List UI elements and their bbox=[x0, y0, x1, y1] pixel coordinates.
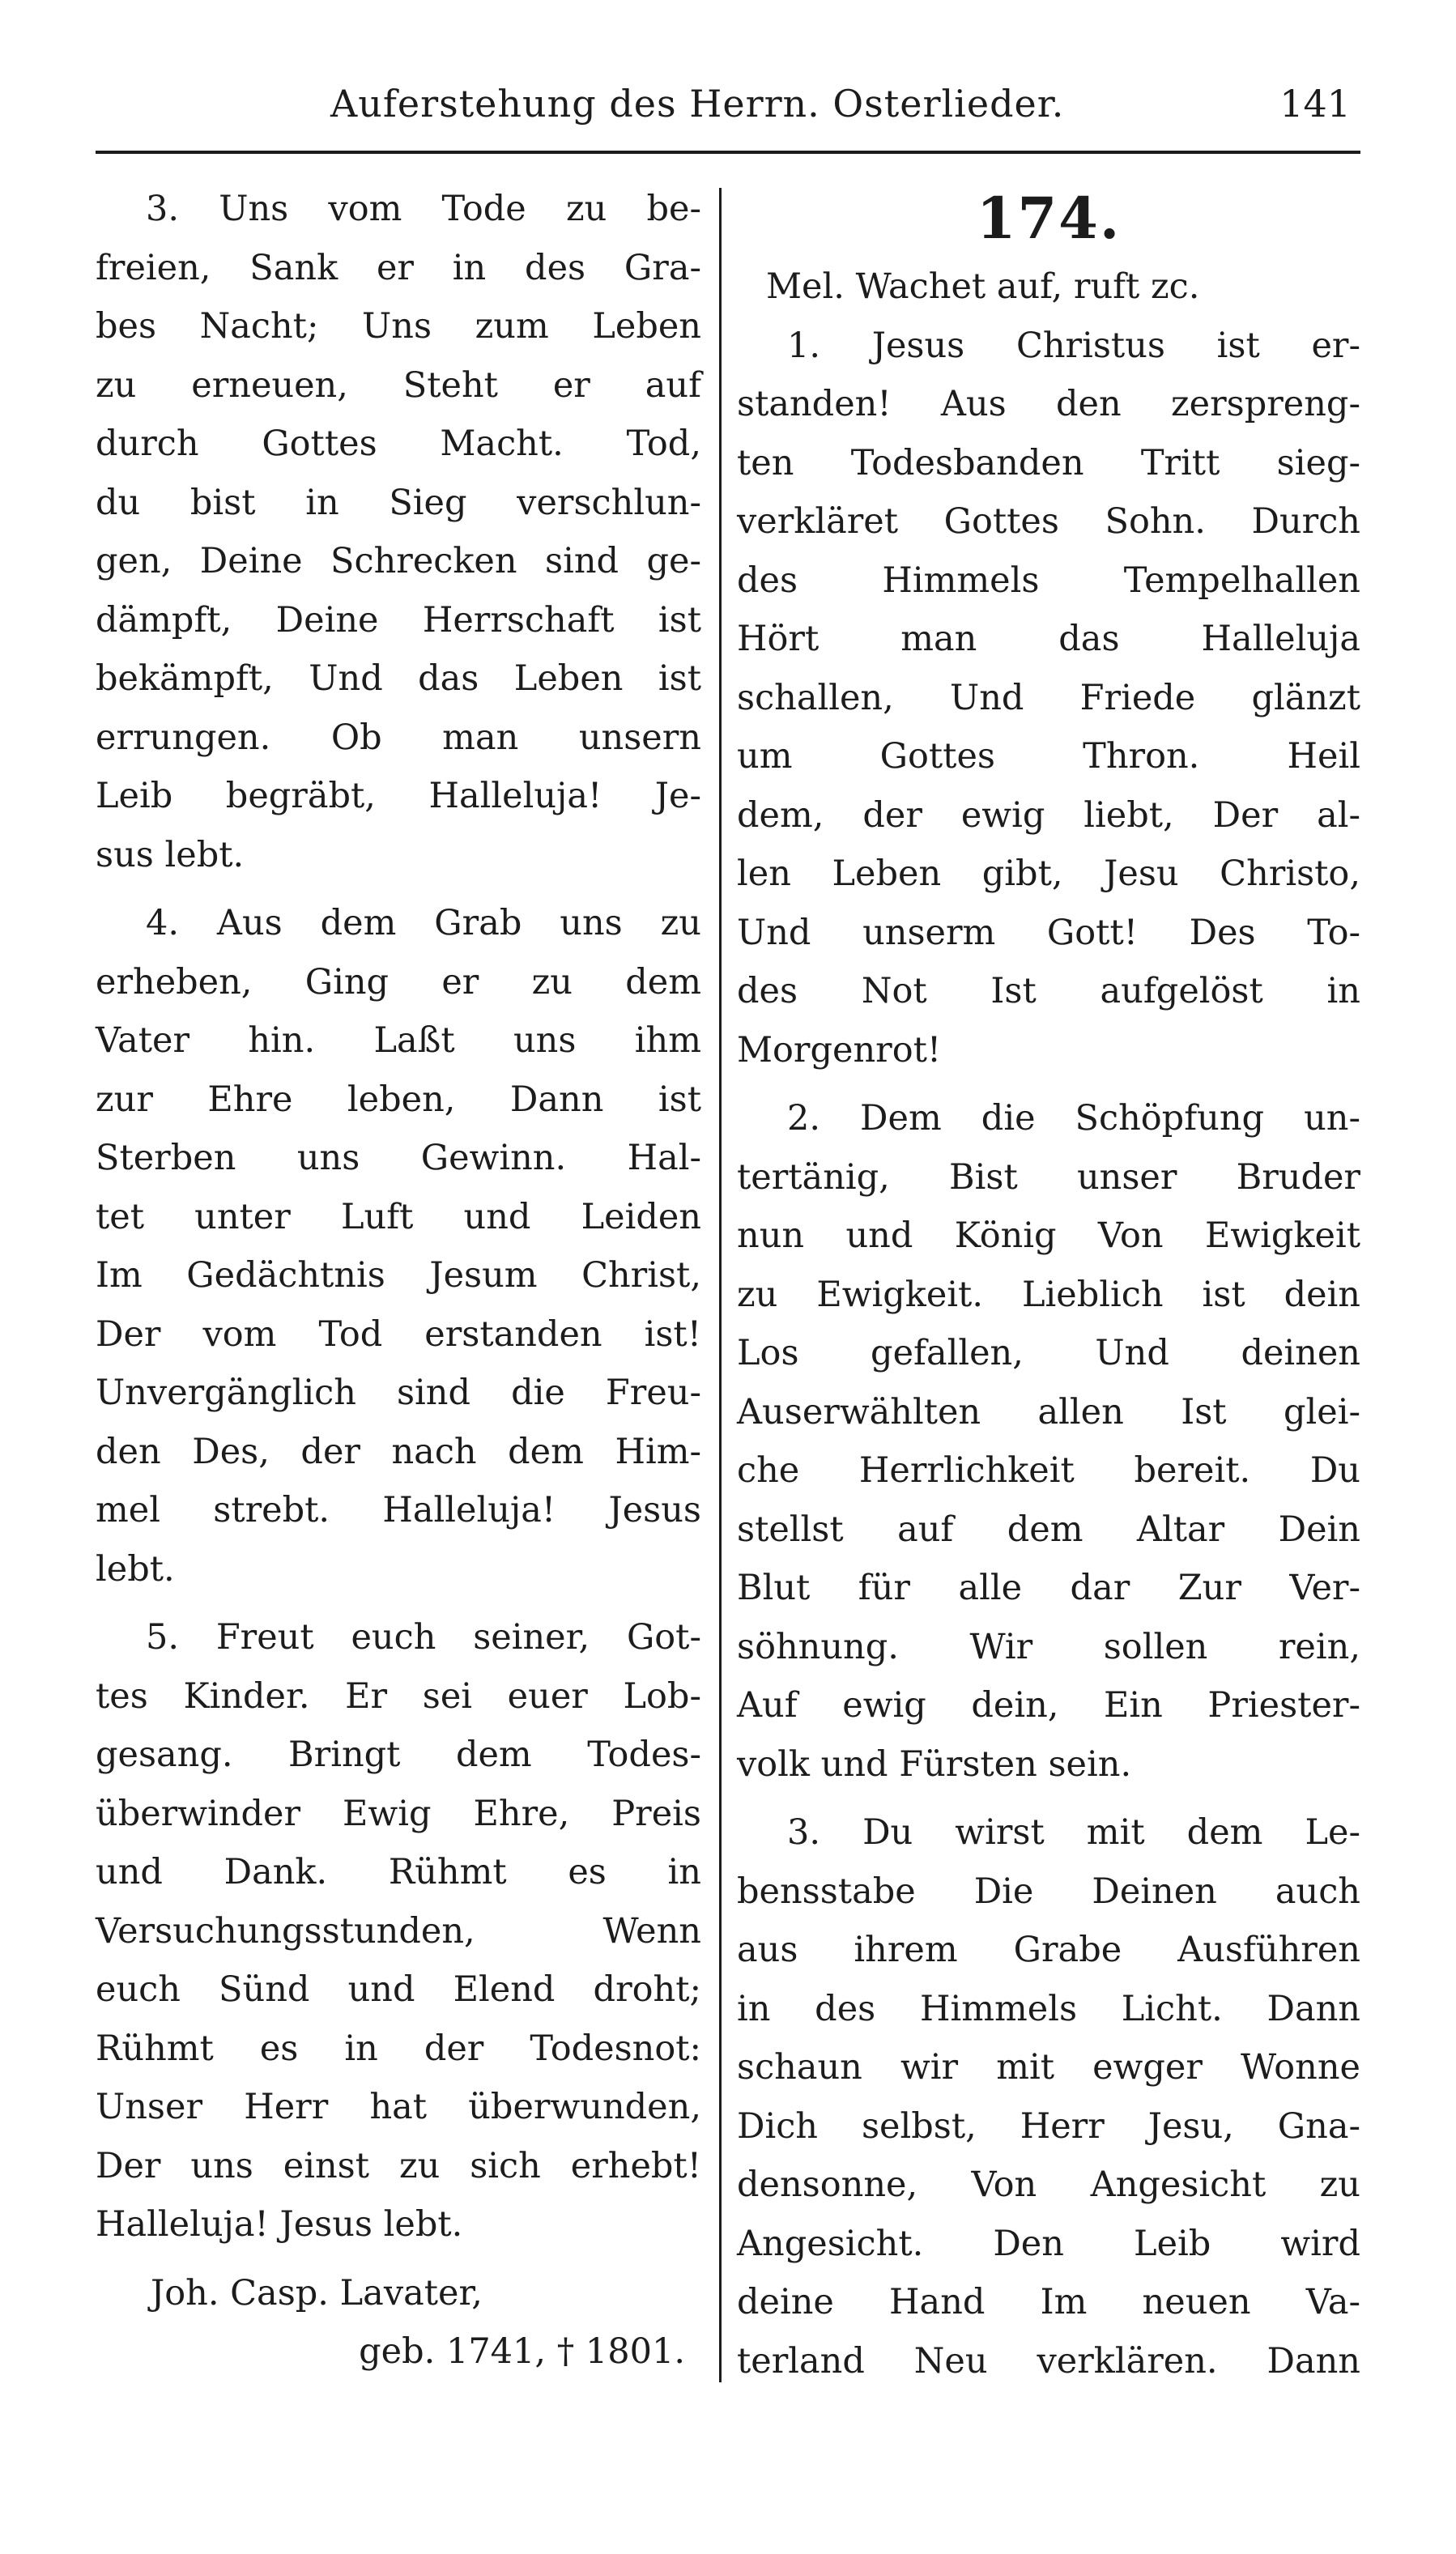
line: ten Todesbanden Tritt sieg- bbox=[737, 442, 1360, 483]
left-column bbox=[96, 180, 701, 2382]
line: erheben, Ging er zu dem bbox=[96, 961, 701, 1002]
line: in des Himmels Licht. Dann bbox=[737, 1988, 1360, 2029]
line: gesang. Bringt dem Todes- bbox=[96, 1735, 701, 1775]
line: Auf ewig dein, Ein Priester- bbox=[737, 1685, 1360, 1726]
line: um Gottes Thron. Heil bbox=[737, 736, 1360, 777]
line: lebt. bbox=[96, 1548, 175, 1590]
line: bes Nacht; Uns zum Leben bbox=[96, 306, 701, 347]
line: söhnung. Wir sollen rein, bbox=[737, 1626, 1360, 1667]
line: tes Kinder. Er sei euer Lob- bbox=[96, 1675, 701, 1717]
line: standen! Aus den zerspreng- bbox=[737, 384, 1360, 424]
line: stellst auf dem Altar Dein bbox=[737, 1509, 1360, 1550]
line: tet unter Luft und Leiden bbox=[96, 1196, 701, 1237]
stanza-gap bbox=[96, 1598, 701, 1608]
header-title: Auferstehung des Herrn. Osterlieder. bbox=[330, 82, 1065, 126]
line: dem, der ewig liebt, Der al- bbox=[737, 794, 1360, 836]
line: überwinder Ewig Ehre, Preis bbox=[96, 1793, 701, 1834]
line: volk und Fürsten sein. bbox=[737, 1743, 1132, 1785]
line: errungen. Ob man unsern bbox=[96, 717, 701, 758]
line: zu Ewigkeit. Lieblich ist dein bbox=[737, 1274, 1360, 1315]
right-column bbox=[737, 180, 1360, 2390]
line: durch Gottes Macht. Tod, bbox=[96, 424, 701, 464]
line: Leib begräbt, Halleluja! Je- bbox=[96, 776, 701, 816]
line: Der uns einst zu sich erhebt! bbox=[96, 2145, 701, 2186]
line: 2. Dem die Schöpfung un- bbox=[787, 1098, 1360, 1139]
line: sus lebt. bbox=[96, 834, 245, 875]
line: du bist in Sieg verschlun- bbox=[96, 482, 701, 523]
line: Morgenrot! bbox=[737, 1029, 942, 1071]
stanza-4 bbox=[96, 894, 701, 1598]
line: bensstabe Die Deinen auch bbox=[737, 1871, 1360, 1912]
author-name: Joh. Casp. Lavater, bbox=[151, 2272, 483, 2313]
line: Unvergänglich sind die Freu- bbox=[96, 1373, 701, 1413]
line: zur Ehre leben, Dann ist bbox=[96, 1079, 701, 1120]
line: Und unserm Gott! Des To- bbox=[737, 912, 1360, 953]
line: Der vom Tod erstanden ist! bbox=[96, 1313, 701, 1355]
line: freien, Sank er in des Gra- bbox=[96, 247, 701, 288]
line: deine Hand Im neuen Va- bbox=[737, 2282, 1360, 2322]
line: mel strebt. Halleluja! Jesus bbox=[96, 1490, 701, 1530]
line: gen, Deine Schrecken sind ge- bbox=[96, 541, 701, 581]
line: Dich selbst, Herr Jesu, Gna- bbox=[737, 2105, 1360, 2147]
line: des Not Ist aufgelöst in bbox=[737, 971, 1360, 1011]
line: Angesicht. Den Leib wird bbox=[737, 2223, 1360, 2264]
line: Hört man das Halleluja bbox=[737, 619, 1360, 659]
line: dämpft, Deine Herrschaft ist bbox=[96, 599, 701, 641]
line: che Herrlichkeit bereit. Du bbox=[737, 1450, 1360, 1491]
line: den Des, der nach dem Him- bbox=[96, 1431, 701, 1472]
author-dates: geb. 1741, † 1801. bbox=[359, 2331, 685, 2372]
stanza-2 bbox=[737, 1089, 1360, 1794]
line: Versuchungsstunden, Wenn bbox=[96, 1910, 701, 1952]
line: euch Sünd und Elend droht; bbox=[96, 1969, 701, 2010]
hymn-number: 174. bbox=[976, 185, 1122, 252]
header-rule bbox=[96, 151, 1360, 154]
stanza-gap bbox=[737, 1794, 1360, 1803]
stanza-gap bbox=[96, 884, 701, 894]
line: 1. Jesus Christus ist er- bbox=[787, 325, 1360, 366]
stanza-1 bbox=[737, 317, 1360, 1080]
line: tertänig, Bist unser Bruder bbox=[737, 1156, 1360, 1198]
line: Im Gedächtnis Jesum Christ, bbox=[96, 1255, 701, 1296]
stanza-gap bbox=[96, 2254, 701, 2264]
line: Los gefallen, Und deinen bbox=[737, 1333, 1360, 1373]
stanza-5 bbox=[96, 1608, 701, 2254]
page-number: 141 bbox=[1279, 82, 1351, 126]
line: 3. Du wirst mit dem Le- bbox=[787, 1812, 1360, 1853]
line: 4. Aus dem Grab uns zu bbox=[146, 903, 701, 943]
line: Vater hin. Laßt uns ihm bbox=[96, 1020, 701, 1061]
line: 5. Freut euch seiner, Got- bbox=[146, 1617, 701, 1658]
line: des Himmels Tempelhallen bbox=[737, 560, 1360, 601]
stanza-3 bbox=[96, 180, 701, 884]
line: zu erneuen, Steht er auf bbox=[96, 364, 701, 406]
line: bekämpft, Und das Leben ist bbox=[96, 658, 701, 699]
line: terland Neu verklären. Dann bbox=[737, 2340, 1360, 2382]
line: schallen, Und Friede glänzt bbox=[737, 677, 1360, 718]
line: densonne, Von Angesicht zu bbox=[737, 2165, 1360, 2205]
running-header bbox=[96, 71, 1359, 136]
line: Sterben uns Gewinn. Hal- bbox=[96, 1138, 701, 1178]
line: Blut für alle dar Zur Ver- bbox=[737, 1568, 1360, 1608]
stanza-gap bbox=[737, 1079, 1360, 1089]
stanza-3-right bbox=[737, 1803, 1360, 2390]
line: len Leben gibt, Jesu Christo, bbox=[737, 853, 1360, 894]
line: verkläret Gottes Sohn. Durch bbox=[737, 501, 1360, 542]
line: und Dank. Rühmt es in bbox=[96, 1852, 701, 1892]
line: Halleluja! Jesus lebt. bbox=[96, 2204, 463, 2245]
line: nun und König Von Ewigkeit bbox=[737, 1215, 1360, 1256]
line: Unser Herr hat überwunden, bbox=[96, 2087, 701, 2127]
line: Rühmt es in der Todesnot: bbox=[96, 2028, 701, 2069]
column-divider bbox=[719, 188, 722, 2382]
line: schaun wir mit ewger Wonne bbox=[737, 2047, 1360, 2088]
line: Auserwählten allen Ist glei- bbox=[737, 1391, 1360, 1432]
melody-line: Mel. Wachet auf, ruft zc. bbox=[766, 266, 1200, 307]
line: aus ihrem Grabe Ausführen bbox=[737, 1930, 1360, 1970]
line: 3. Uns vom Tode zu be- bbox=[146, 189, 701, 229]
